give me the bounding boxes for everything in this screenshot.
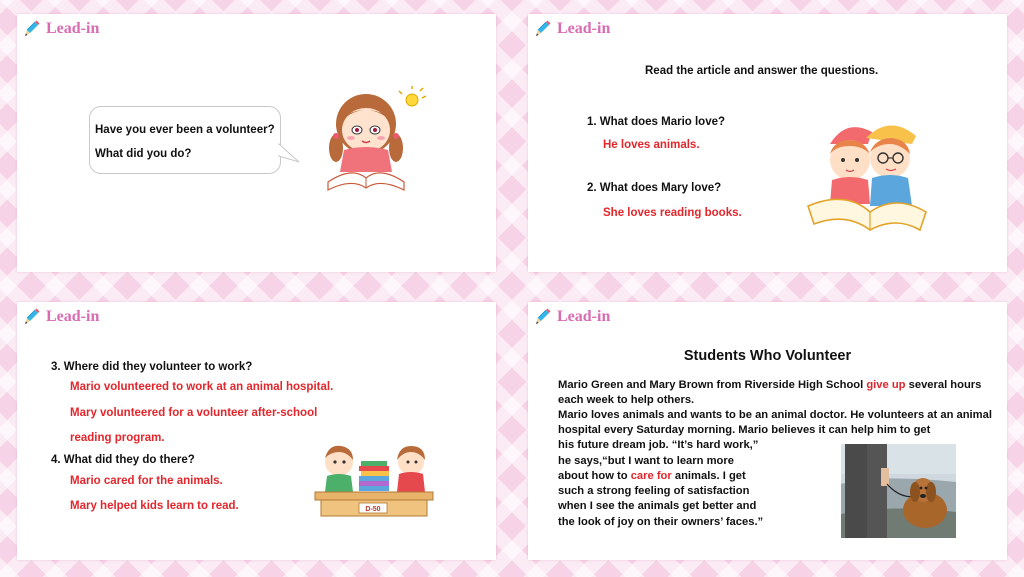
answer-4-line1: Mario cared for the animals. [70, 475, 223, 487]
lightbulb-icon [399, 86, 426, 106]
kids-at-desk-illustration [313, 442, 435, 518]
question-1: 1. What does Mario love? [587, 116, 726, 128]
question-what-did-you-do: What did you do? [95, 148, 192, 160]
article-line-4: hospital every Saturday morning. Mario believes it can help him to get [558, 424, 931, 436]
slide-4 [528, 302, 1007, 560]
article-line-10: the look of joy on their owners’ faces.” [558, 516, 764, 528]
question-volunteer: Have you ever been a volunteer? [95, 124, 275, 136]
lead-in-title: Lead-in [46, 20, 100, 37]
lead-in-header [532, 18, 610, 40]
lead-in-header [532, 306, 610, 328]
question-2: 2. What does Mary love? [587, 182, 722, 194]
slide-3 [17, 302, 496, 560]
instruction: Read the article and answer the questions. [645, 65, 879, 77]
question-3: 3. Where did they volunteer to work? [51, 361, 253, 373]
lead-in-title: Lead-in [557, 20, 611, 37]
answer-3-line3: reading program. [70, 432, 165, 444]
article-line-2: each week to help others. [558, 394, 695, 406]
pencil-icon [532, 19, 552, 39]
dog-photo [841, 444, 956, 538]
answer-3-line2: Mary volunteered for a volunteer after-school [70, 407, 318, 419]
question-4: 4. What did they do there? [51, 454, 195, 466]
article-line-1: Mario Green and Mary Brown from Riverside High School give up several hours [558, 379, 982, 391]
answer-4-line2: Mary helped kids learn to read. [70, 500, 239, 512]
desk-label: D-50 [365, 506, 381, 513]
slide-2 [528, 14, 1007, 272]
girl-reading-illustration [322, 86, 442, 196]
kids-reading-illustration [806, 114, 932, 236]
slide-1 [17, 14, 496, 272]
article-line-3: Mario loves animals and wants to be an animal doctor. He volunteers at an animal [558, 409, 992, 421]
answer-1: He loves animals. [603, 139, 700, 151]
lead-in-title: Lead-in [46, 308, 100, 325]
pencil-icon [532, 307, 552, 327]
article-line-6: he says,“but I want to learn more [558, 455, 734, 467]
lead-in-header [21, 306, 99, 328]
answer-2: She loves reading books. [603, 207, 742, 219]
article-line-8: such a strong feeling of satisfaction [558, 485, 750, 497]
answer-3-line1: Mario volunteered to work at an animal hospital. [70, 381, 334, 393]
article-line-7: about how to care for animals. I get [558, 470, 746, 482]
article-line-5: his future dream job. “It’s hard work,” [558, 439, 759, 451]
lead-in-title: Lead-in [557, 308, 611, 325]
pencil-icon [21, 307, 41, 327]
article-line-9: when I see the animals get better and [558, 500, 757, 512]
article-title: Students Who Volunteer [683, 348, 852, 364]
